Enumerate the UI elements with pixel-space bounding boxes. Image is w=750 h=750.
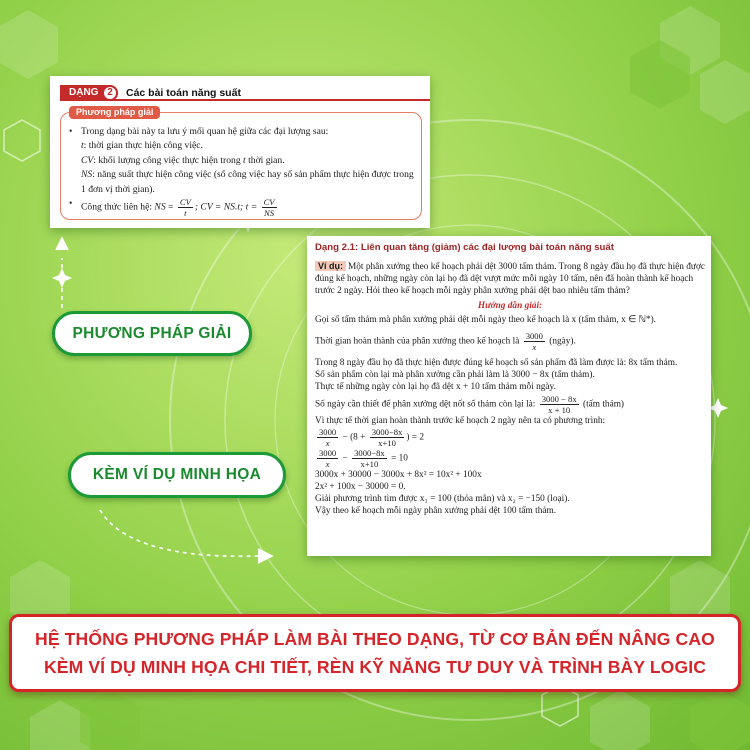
step-6 bbox=[315, 394, 705, 415]
formula-fraction-2 bbox=[262, 197, 277, 218]
eq2-fraction-a bbox=[317, 448, 338, 469]
frac-denominator: x bbox=[325, 458, 330, 469]
step-2 bbox=[315, 331, 705, 352]
def-ns bbox=[67, 168, 415, 197]
frac-denominator: x+10 bbox=[378, 437, 396, 448]
frac-denominator: x+10 bbox=[360, 458, 379, 469]
frac-numerator: CV bbox=[263, 197, 275, 208]
equation-1 bbox=[315, 427, 705, 448]
problem-text: Một phân xưởng theo kế hoạch phải dệt 3000 tấm thảm. Trong 8 ngày đầu họ đã thực hiện được đúng kế hoạch, những ngày còn lại họ đã dệt vượt mức mỗi ngày 10 tấm, nên đã hoàn thành kế hoạch trước 2 ngày. Hỏi theo kế hoạch mỗi ngày phân xưởng phải dệt bao nhiêu tấm thảm? bbox=[315, 262, 705, 297]
frac-denominator: x + 10 bbox=[548, 404, 571, 415]
header-divider bbox=[60, 99, 430, 101]
frac-numerator: 3000−8x bbox=[354, 447, 385, 458]
def-t bbox=[67, 139, 415, 153]
dang-label: DẠNG bbox=[60, 85, 118, 101]
method-text bbox=[67, 125, 415, 218]
formula-fraction-1 bbox=[178, 197, 193, 218]
cv-symbol: CV bbox=[81, 154, 94, 166]
eq1-operator: − (8 + bbox=[342, 432, 366, 443]
ns-definition: : năng suất thực hiện công việc (số công việc hay số sản phẩm thực hiện được trong 1 đơn vị thời gian). bbox=[81, 169, 414, 195]
step-5: Thực tế những ngày còn lại họ đã dệt x + 10 tấm thảm mỗi ngày. bbox=[315, 382, 556, 393]
ns-symbol: NS bbox=[81, 169, 93, 181]
equation-2 bbox=[315, 448, 705, 469]
problem-statement bbox=[315, 261, 705, 298]
step-2-fraction bbox=[524, 331, 545, 352]
eq2-fraction-b bbox=[352, 448, 387, 469]
dang-header bbox=[60, 82, 350, 104]
frac-numerator: 3000 − 8x bbox=[541, 393, 577, 404]
formula-middle: ; CV = NS.t; t = bbox=[194, 201, 258, 213]
frac-denominator: NS bbox=[264, 208, 275, 219]
cv-definition-t: t bbox=[243, 154, 246, 166]
bullet-relationship: • Trong dạng bài này ta lưu ý mối quan hệ giữa các đại lượng sau: bbox=[67, 125, 415, 139]
frac-denominator: t bbox=[184, 208, 187, 219]
feature-banner bbox=[9, 614, 741, 692]
frac-numerator: 3000−8x bbox=[371, 426, 403, 437]
t-symbol: t bbox=[81, 140, 84, 152]
frac-numerator: CV bbox=[179, 197, 191, 208]
step-7: Vì thực tế thời gian hoàn thành trước kế hoạch 2 ngày nên ta có phương trình: bbox=[315, 415, 606, 426]
equation-3: 3000x + 30000 − 3000x + 8x² = 10x² + 100x bbox=[315, 469, 482, 480]
frac-numerator: 3000 bbox=[319, 426, 337, 437]
step-2-text: Thời gian hoàn thành của phân xưởng theo kế hoạch là bbox=[315, 336, 520, 347]
method-box bbox=[60, 107, 422, 220]
frac-numerator: 3000 bbox=[319, 447, 337, 458]
method-label: Phương pháp giải bbox=[69, 106, 160, 119]
eq1-end: ) = 2 bbox=[406, 432, 425, 443]
frac-denominator: x bbox=[532, 342, 537, 353]
step-9: Vậy theo kế hoạch mỗi ngày phân xưởng phải dệt 100 tấm thảm. bbox=[315, 506, 557, 517]
method-pill: PHƯƠNG PHÁP GIẢI bbox=[52, 311, 252, 356]
example-heading: Dạng 2.1: Liên quan tăng (giảm) các đại lượng bài toán năng suất bbox=[315, 242, 614, 253]
guide-heading: Hướng dẫn giải: bbox=[477, 300, 543, 311]
eq2-end: = 10 bbox=[391, 453, 408, 464]
cv-definition-a: : khối lượng công việc thực hiện trong bbox=[93, 154, 244, 166]
banner-line-2: KÈM VÍ DỤ MINH HỌA CHI TIẾT, RÈN KỸ NĂNG TƯ DUY VÀ TRÌNH BÀY LOGIC bbox=[43, 657, 707, 677]
step-8: Giải phương trình tìm được x₁ = 100 (thỏa mãn) và x₂ = −150 (loại). bbox=[315, 494, 570, 505]
example-page bbox=[307, 236, 711, 556]
step-6-fraction bbox=[540, 394, 579, 415]
dang-title: Các bài toán năng suất bbox=[126, 87, 241, 99]
cv-definition-b: thời gian. bbox=[245, 154, 285, 166]
step-6-unit: (tấm thảm) bbox=[582, 399, 625, 410]
frac-numerator: 3000 bbox=[525, 331, 543, 342]
dang-number: 2 bbox=[102, 85, 118, 101]
vidu-label: Ví dụ: bbox=[315, 261, 346, 271]
equation-4: 2x² + 100x − 30000 = 0. bbox=[315, 482, 406, 493]
step-6-text: Số ngày cần thiết để phân xưởng dệt nốt số thảm còn lại là: bbox=[315, 399, 536, 410]
method-page bbox=[50, 76, 430, 228]
example-pill: KÈM VÍ DỤ MINH HỌA bbox=[68, 452, 286, 498]
eq2-operator: − bbox=[342, 453, 348, 464]
eq1-fraction-a bbox=[317, 427, 338, 448]
step-3: Trong 8 ngày đầu họ đã thực hiện được đúng kế hoạch số sản phẩm đã làm được là: 8x tấm thảm. bbox=[315, 358, 678, 369]
eq1-fraction-b bbox=[370, 427, 405, 448]
formula-label: Công thức liên hệ: bbox=[81, 201, 155, 213]
step-4: Số sản phẩm còn lại mà phân xưởng cần phải làm là 3000 − 8x (tấm thảm). bbox=[315, 370, 595, 381]
bullet-formula: • Công thức liên hệ: NS = $\frac{CV}{t}$ ; CV = NS.t; t = $\frac{CV}{NS}$ bbox=[67, 197, 415, 218]
formula-ns: NS bbox=[154, 201, 166, 213]
t-definition: : thời gian thực hiện công việc. bbox=[83, 140, 203, 152]
banner-line-1: HỆ THỐNG PHƯƠNG PHÁP LÀM BÀI THEO DẠNG, TỪ CƠ BẢN ĐẾN NÂNG CAO bbox=[35, 629, 715, 649]
frac-denominator: x bbox=[325, 437, 330, 448]
step-1: Gọi số tấm thảm mà phân xưởng phải dệt mỗi ngày theo kế hoạch là x (tấm thảm, x ∈ ℕ*). bbox=[315, 314, 657, 325]
def-cv bbox=[67, 154, 415, 168]
example-body bbox=[315, 261, 705, 518]
step-2-unit: (ngày). bbox=[549, 336, 576, 347]
